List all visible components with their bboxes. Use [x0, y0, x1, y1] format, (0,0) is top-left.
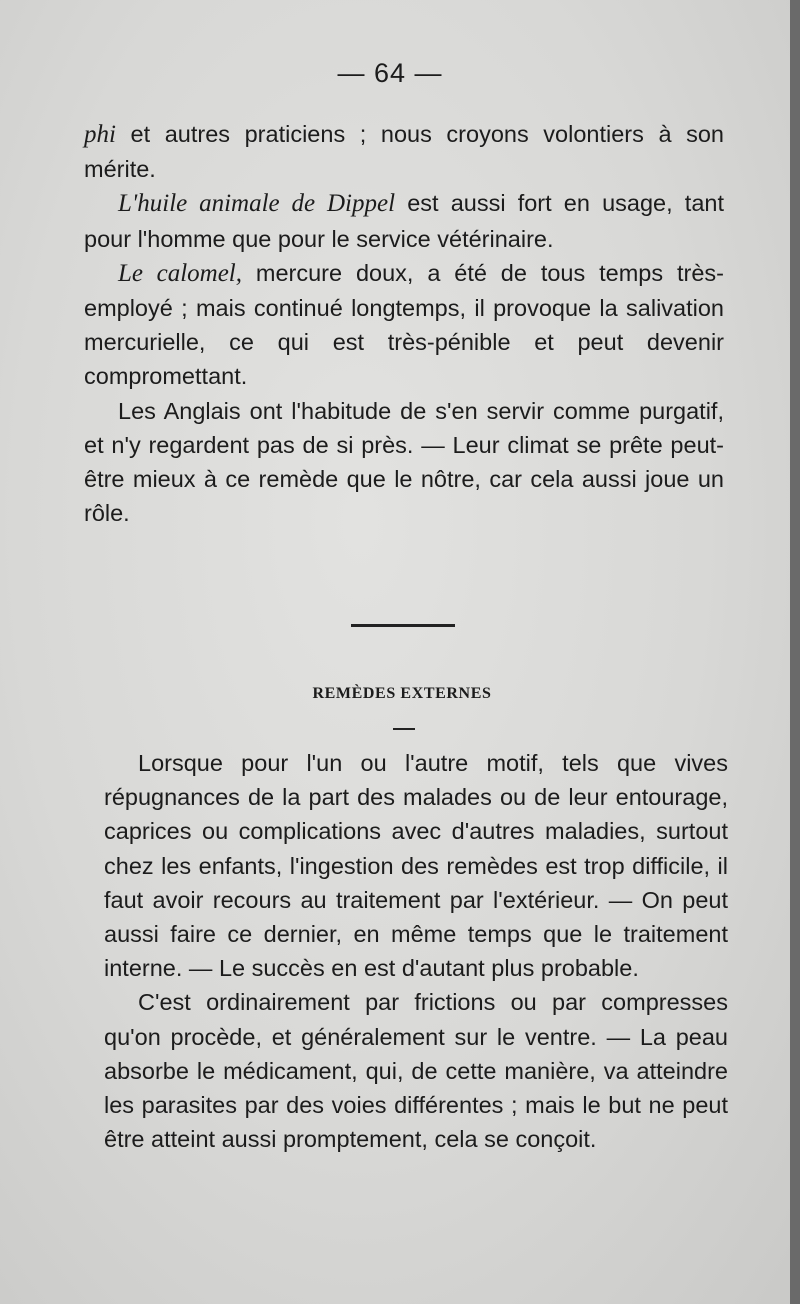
- heading-dash: [393, 728, 415, 730]
- paragraph-dippel: [84, 186, 724, 255]
- paragraph-text: est aussi fort en usage, tant pour l'homme que pour le service vétérinaire.: [84, 190, 725, 252]
- paragraph-calomel: [84, 256, 724, 394]
- bottom-text-block: [104, 746, 728, 1156]
- section-divider: [351, 624, 455, 627]
- italic-term: L'huile animale de Dippel: [118, 190, 396, 218]
- section-heading: REMÈDES EXTERNES: [312, 685, 492, 702]
- top-text-block: [84, 117, 724, 530]
- italic-term: phi: [84, 121, 116, 148]
- page-edge-shadow: [790, 0, 800, 1304]
- paragraph-continuation: [84, 117, 724, 186]
- page-number: — 64 —: [337, 58, 443, 88]
- paragraph-text: mercure doux, a été de tous temps très-employé ; mais continué longtemps, il provoque la salivation mercurielle, ce qui est très-pénible et peut devenir compromettant.: [84, 259, 725, 390]
- paragraph-text: et autres praticiens ; nous croyons volontiers à son mérite.: [84, 121, 724, 183]
- paragraph-anglais: Les Anglais ont l'habitude de s'en servir comme purgatif, et n'y regardent pas de si près. — Leur climat se prête peut-être mieux à ce remède que le nôtre, car cela aussi joue un rôle.: [84, 397, 724, 527]
- paragraph-remedes: Lorsque pour l'un ou l'autre motif, tels que vives répugnances de la part des malades ou de leur entourage, caprices ou complications avec d'autres maladies, surtout chez les enfants, l'ingestion des remèdes est trop difficile, il faut avoir recours au traitement par l'extérieur. — On peut aussi faire ce dernier, en même temps que le traitement interne. — Le succès en est d'autant plus probable.: [104, 750, 728, 982]
- italic-term: Le calomel,: [118, 259, 242, 287]
- paragraph-frictions: C'est ordinairement par frictions ou par compresses qu'on procède, et généralement sur le ventre. — La peau absorbe le médicament, qui, de cette manière, va atteindre les parasites par des voies différentes ; mais le but ne peut être atteint aussi promptement, cela se conçoit.: [104, 989, 728, 1153]
